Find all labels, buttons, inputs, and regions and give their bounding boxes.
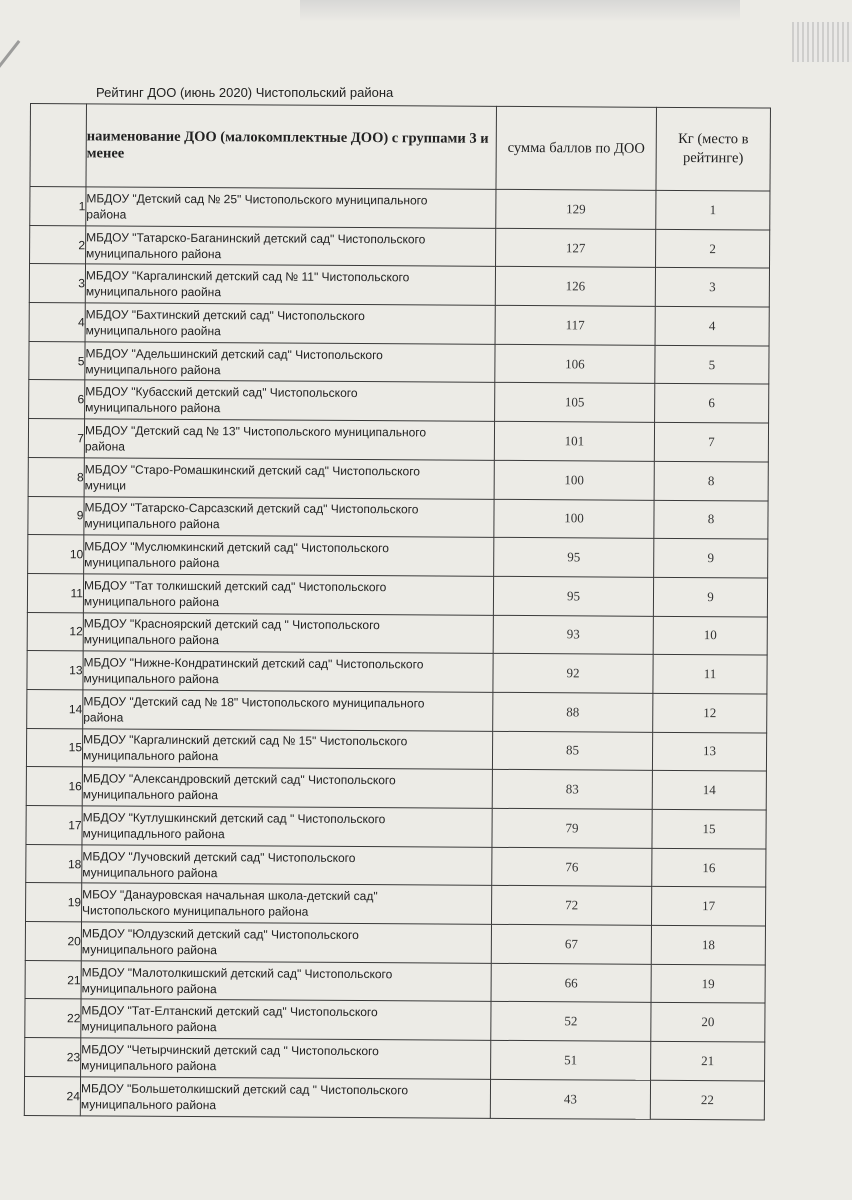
row-number: 6 — [29, 380, 85, 419]
row-name — [83, 651, 493, 692]
row-sum: 92 — [493, 654, 653, 694]
row-name-line2: муниципального района — [81, 1019, 217, 1035]
row-name-line2: муниципального раойна — [85, 323, 221, 339]
table-row — [25, 999, 765, 1042]
table-row — [25, 1038, 765, 1081]
row-name-line2: муници — [84, 477, 127, 493]
row-rank: 1 — [656, 190, 770, 229]
row-rank: 10 — [653, 616, 767, 655]
row-name — [83, 612, 493, 653]
row-number: 3 — [29, 264, 85, 303]
row-name — [85, 303, 495, 344]
row-name-line2: района — [83, 710, 124, 725]
row-name-line2: муниципального района — [85, 361, 221, 377]
row-rank: 17 — [651, 887, 765, 926]
row-name — [81, 999, 491, 1040]
row-sum: 127 — [496, 228, 656, 268]
row-name-line2: района — [86, 207, 127, 222]
row-name-line1: МБДОУ "Бахтинский детский сад" Чистопольского — [85, 307, 365, 323]
row-rank: 19 — [651, 964, 765, 1003]
row-name — [85, 342, 495, 383]
row-name-line1: МБДОУ "Малотолкишский детский сад" Чистопольского — [81, 964, 393, 981]
row-sum: 72 — [491, 886, 651, 926]
table-row — [27, 689, 767, 732]
row-name-line1: МБДОУ "Нижне-Кондратинский детский сад" Чистопольского — [83, 655, 424, 672]
row-rank: 2 — [656, 229, 770, 268]
table-row — [27, 573, 767, 616]
row-rank: 9 — [654, 539, 768, 578]
row-name-line2: муниципального района — [83, 671, 219, 687]
header-sum: сумма баллов по ДОО — [496, 106, 657, 190]
scan-artifact-corner — [792, 22, 852, 62]
row-sum: 95 — [494, 538, 654, 578]
row-name — [82, 845, 492, 886]
row-rank: 20 — [651, 1003, 765, 1042]
row-name — [82, 767, 492, 808]
row-number: 24 — [24, 1076, 80, 1115]
row-sum: 67 — [491, 924, 651, 964]
row-rank: 9 — [653, 577, 767, 616]
row-name — [84, 419, 494, 460]
table-row — [25, 922, 765, 965]
row-name — [84, 535, 494, 576]
row-name-line2: муниципального раойна — [85, 284, 222, 300]
row-name-line1: МБДОУ "Адельшинский детский сад" Чистопольского — [85, 345, 383, 362]
row-name — [86, 187, 496, 228]
row-name-line1: МБДОУ "Детский сад № 18" Чистопольского муниципального — [83, 694, 425, 711]
row-name-line1: МБДОУ "Детский сад № 13" Чистопольского муниципального — [84, 423, 427, 440]
row-sum: 95 — [493, 576, 653, 616]
row-sum: 83 — [492, 770, 652, 810]
row-sum: 129 — [496, 189, 656, 229]
row-sum: 88 — [493, 692, 653, 732]
table-row — [28, 419, 768, 462]
row-name — [80, 1077, 490, 1118]
row-name-line2: муниципадльного района — [82, 826, 225, 842]
table-row — [25, 883, 765, 926]
row-rank: 21 — [651, 1041, 765, 1080]
row-name-line2: муниципального района — [82, 748, 219, 764]
row-rank: 5 — [655, 345, 769, 384]
row-name — [83, 690, 493, 731]
row-number: 4 — [29, 303, 85, 342]
table-row — [25, 960, 765, 1003]
row-sum: 93 — [493, 615, 653, 655]
table-row — [26, 844, 766, 887]
row-sum: 52 — [491, 1002, 651, 1042]
row-number: 1 — [30, 187, 86, 226]
page-title: Рейтинг ДОО (июнь 2020) Чистопольский района — [96, 85, 394, 100]
row-rank: 7 — [654, 422, 768, 461]
row-name-line2: муниципального района — [85, 400, 221, 416]
row-name-line1: МБДОУ "Александровский детский сад" Чистопольского — [82, 771, 396, 788]
row-number: 7 — [28, 419, 84, 458]
row-name-line1: МБДОУ "Большетолкишский детский сад " Чистопольского — [80, 1080, 409, 1097]
row-number: 16 — [26, 767, 82, 806]
row-sum: 106 — [495, 344, 655, 384]
row-sum: 51 — [491, 1040, 651, 1080]
table-row — [26, 805, 766, 848]
header-number — [30, 104, 87, 187]
row-name-line2: муниципального района — [81, 980, 217, 996]
row-sum: 117 — [495, 305, 655, 345]
row-name-line1: МБДОУ "Татарско-Сарсазский детский сад" Чистопольского — [84, 500, 419, 517]
row-sum: 105 — [495, 383, 655, 423]
table-row — [26, 728, 766, 771]
row-number: 8 — [28, 457, 84, 496]
row-name-line1: МБДОУ "Четырчинский детский сад " Чистопольского — [81, 1042, 379, 1059]
table-row — [24, 1076, 764, 1119]
row-rank: 13 — [652, 732, 766, 771]
row-name-line1: МБДОУ "Каргалинский детский сад № 15" Чистопольского — [83, 732, 408, 749]
row-name — [81, 961, 491, 1002]
row-name-line2: муниципального района — [83, 594, 220, 609]
row-name-line1: МБДОУ "Татарско-Баганинский детский сад" Чистопольского — [86, 229, 426, 246]
row-name — [86, 226, 496, 267]
row-name-line1: МБДОУ "Тат-Елтанский детский сад" Чистопольского — [81, 1003, 378, 1020]
row-number: 15 — [26, 728, 82, 767]
row-name — [82, 728, 492, 769]
row-number: 19 — [25, 883, 81, 922]
table-row — [28, 457, 768, 500]
header-rank: Кг (место в рейтинге) — [656, 107, 771, 191]
row-name-line2: муниципального района — [82, 864, 218, 880]
row-name-line2: муниципального района — [86, 245, 222, 261]
row-name-line2: муниципального района — [84, 555, 220, 571]
row-number: 12 — [27, 612, 83, 651]
row-name-line2: муниципального района — [84, 516, 220, 532]
row-sum: 43 — [490, 1079, 650, 1119]
row-sum: 85 — [492, 731, 652, 771]
row-name-line2: муниципального района — [80, 1096, 217, 1112]
row-number: 17 — [26, 805, 82, 844]
row-name-line1: МБДОУ "Каргалинский детский сад № 11" Чистопольского — [85, 268, 410, 285]
row-name — [81, 883, 491, 924]
row-number: 9 — [28, 496, 84, 535]
row-rank: 15 — [652, 809, 766, 848]
table-row — [28, 496, 768, 539]
table-row — [30, 225, 770, 268]
row-name-line2: района — [84, 439, 125, 454]
table-row — [29, 380, 769, 423]
row-name-line1: МБОУ "Данауровская начальная школа-детский сад" — [82, 887, 378, 904]
row-number: 2 — [30, 225, 86, 264]
row-number: 5 — [29, 341, 85, 380]
scan-artifact-line — [0, 40, 20, 129]
row-rank: 16 — [652, 848, 766, 887]
row-rank: 6 — [655, 384, 769, 423]
row-name-line1: МБДОУ "Красноярский детский сад " Чистопольского — [83, 616, 380, 633]
row-rank: 18 — [651, 925, 765, 964]
row-name-line1: МБДОУ "Старо-Ромашкинский детский сад" Чистопольского — [84, 461, 421, 479]
row-rank: 3 — [655, 268, 769, 307]
row-number: 22 — [25, 999, 81, 1038]
row-sum: 126 — [495, 267, 655, 307]
row-name — [81, 1038, 491, 1079]
table-row — [29, 264, 769, 307]
row-name — [84, 458, 494, 499]
table-row — [29, 341, 769, 384]
row-name-line1: МБДОУ "Муслюмкинский детский сад" Чистопольского — [84, 539, 389, 556]
table-header-row — [30, 104, 770, 192]
row-rank: 22 — [650, 1080, 764, 1119]
row-name-line1: МБДОУ "Тат толкишский детский сад" Чистопольского — [84, 578, 387, 594]
row-name — [84, 496, 494, 537]
row-sum: 100 — [494, 499, 654, 539]
row-rank: 4 — [655, 306, 769, 345]
row-name-line2: Чистопольского муниципального района — [82, 903, 309, 919]
row-sum: 100 — [494, 460, 654, 500]
row-number: 14 — [27, 689, 83, 728]
row-name-line2: муниципального района — [81, 1058, 217, 1074]
row-name — [85, 380, 495, 421]
row-name-line1: МБДОУ "Кутлушкинский детский сад " Чистопольского — [82, 810, 386, 827]
row-name-line1: МБДОУ "Лучовский детский сад" Чистопольского — [82, 848, 356, 865]
table-row — [30, 187, 770, 230]
row-name-line2: муниципального района — [83, 632, 219, 648]
row-name — [81, 922, 491, 963]
rating-table — [24, 103, 771, 1120]
row-name — [82, 806, 492, 847]
row-number: 11 — [27, 573, 83, 612]
row-rank: 8 — [654, 500, 768, 539]
table-row — [27, 651, 767, 694]
table-body — [24, 187, 770, 1120]
row-rank: 14 — [652, 771, 766, 810]
row-name-line2: муниципального района — [81, 942, 218, 958]
row-sum: 101 — [494, 421, 654, 461]
row-name-line2: муниципального района — [82, 787, 218, 803]
row-sum: 76 — [492, 847, 652, 887]
row-number: 21 — [25, 960, 81, 999]
row-name-line1: МБДОУ "Детский сад № 25" Чистопольского муниципального — [86, 191, 428, 208]
table-row — [29, 303, 769, 346]
row-name-line1: МБДОУ "Юлдузский детский сад" Чистопольского — [81, 926, 359, 942]
table-row — [26, 767, 766, 810]
row-sum: 79 — [492, 808, 652, 848]
row-rank: 12 — [653, 693, 767, 732]
row-name-line1: МБДОУ "Кубасский детский сад" Чистопольского — [85, 384, 358, 401]
row-number: 23 — [25, 1038, 81, 1077]
row-number: 10 — [28, 535, 84, 574]
table-row — [27, 612, 767, 655]
table-row — [28, 535, 768, 578]
row-number: 13 — [27, 651, 83, 690]
scan-artifact-top — [300, 0, 740, 22]
row-number: 20 — [25, 922, 81, 961]
row-name — [85, 264, 495, 305]
row-sum: 66 — [491, 963, 651, 1003]
row-rank: 8 — [654, 461, 768, 500]
header-name: наименование ДОО (малокомплектные ДОО) с группами 3 и менее — [86, 104, 496, 190]
row-number: 18 — [26, 844, 82, 883]
row-name — [83, 574, 493, 615]
row-rank: 11 — [653, 655, 767, 694]
